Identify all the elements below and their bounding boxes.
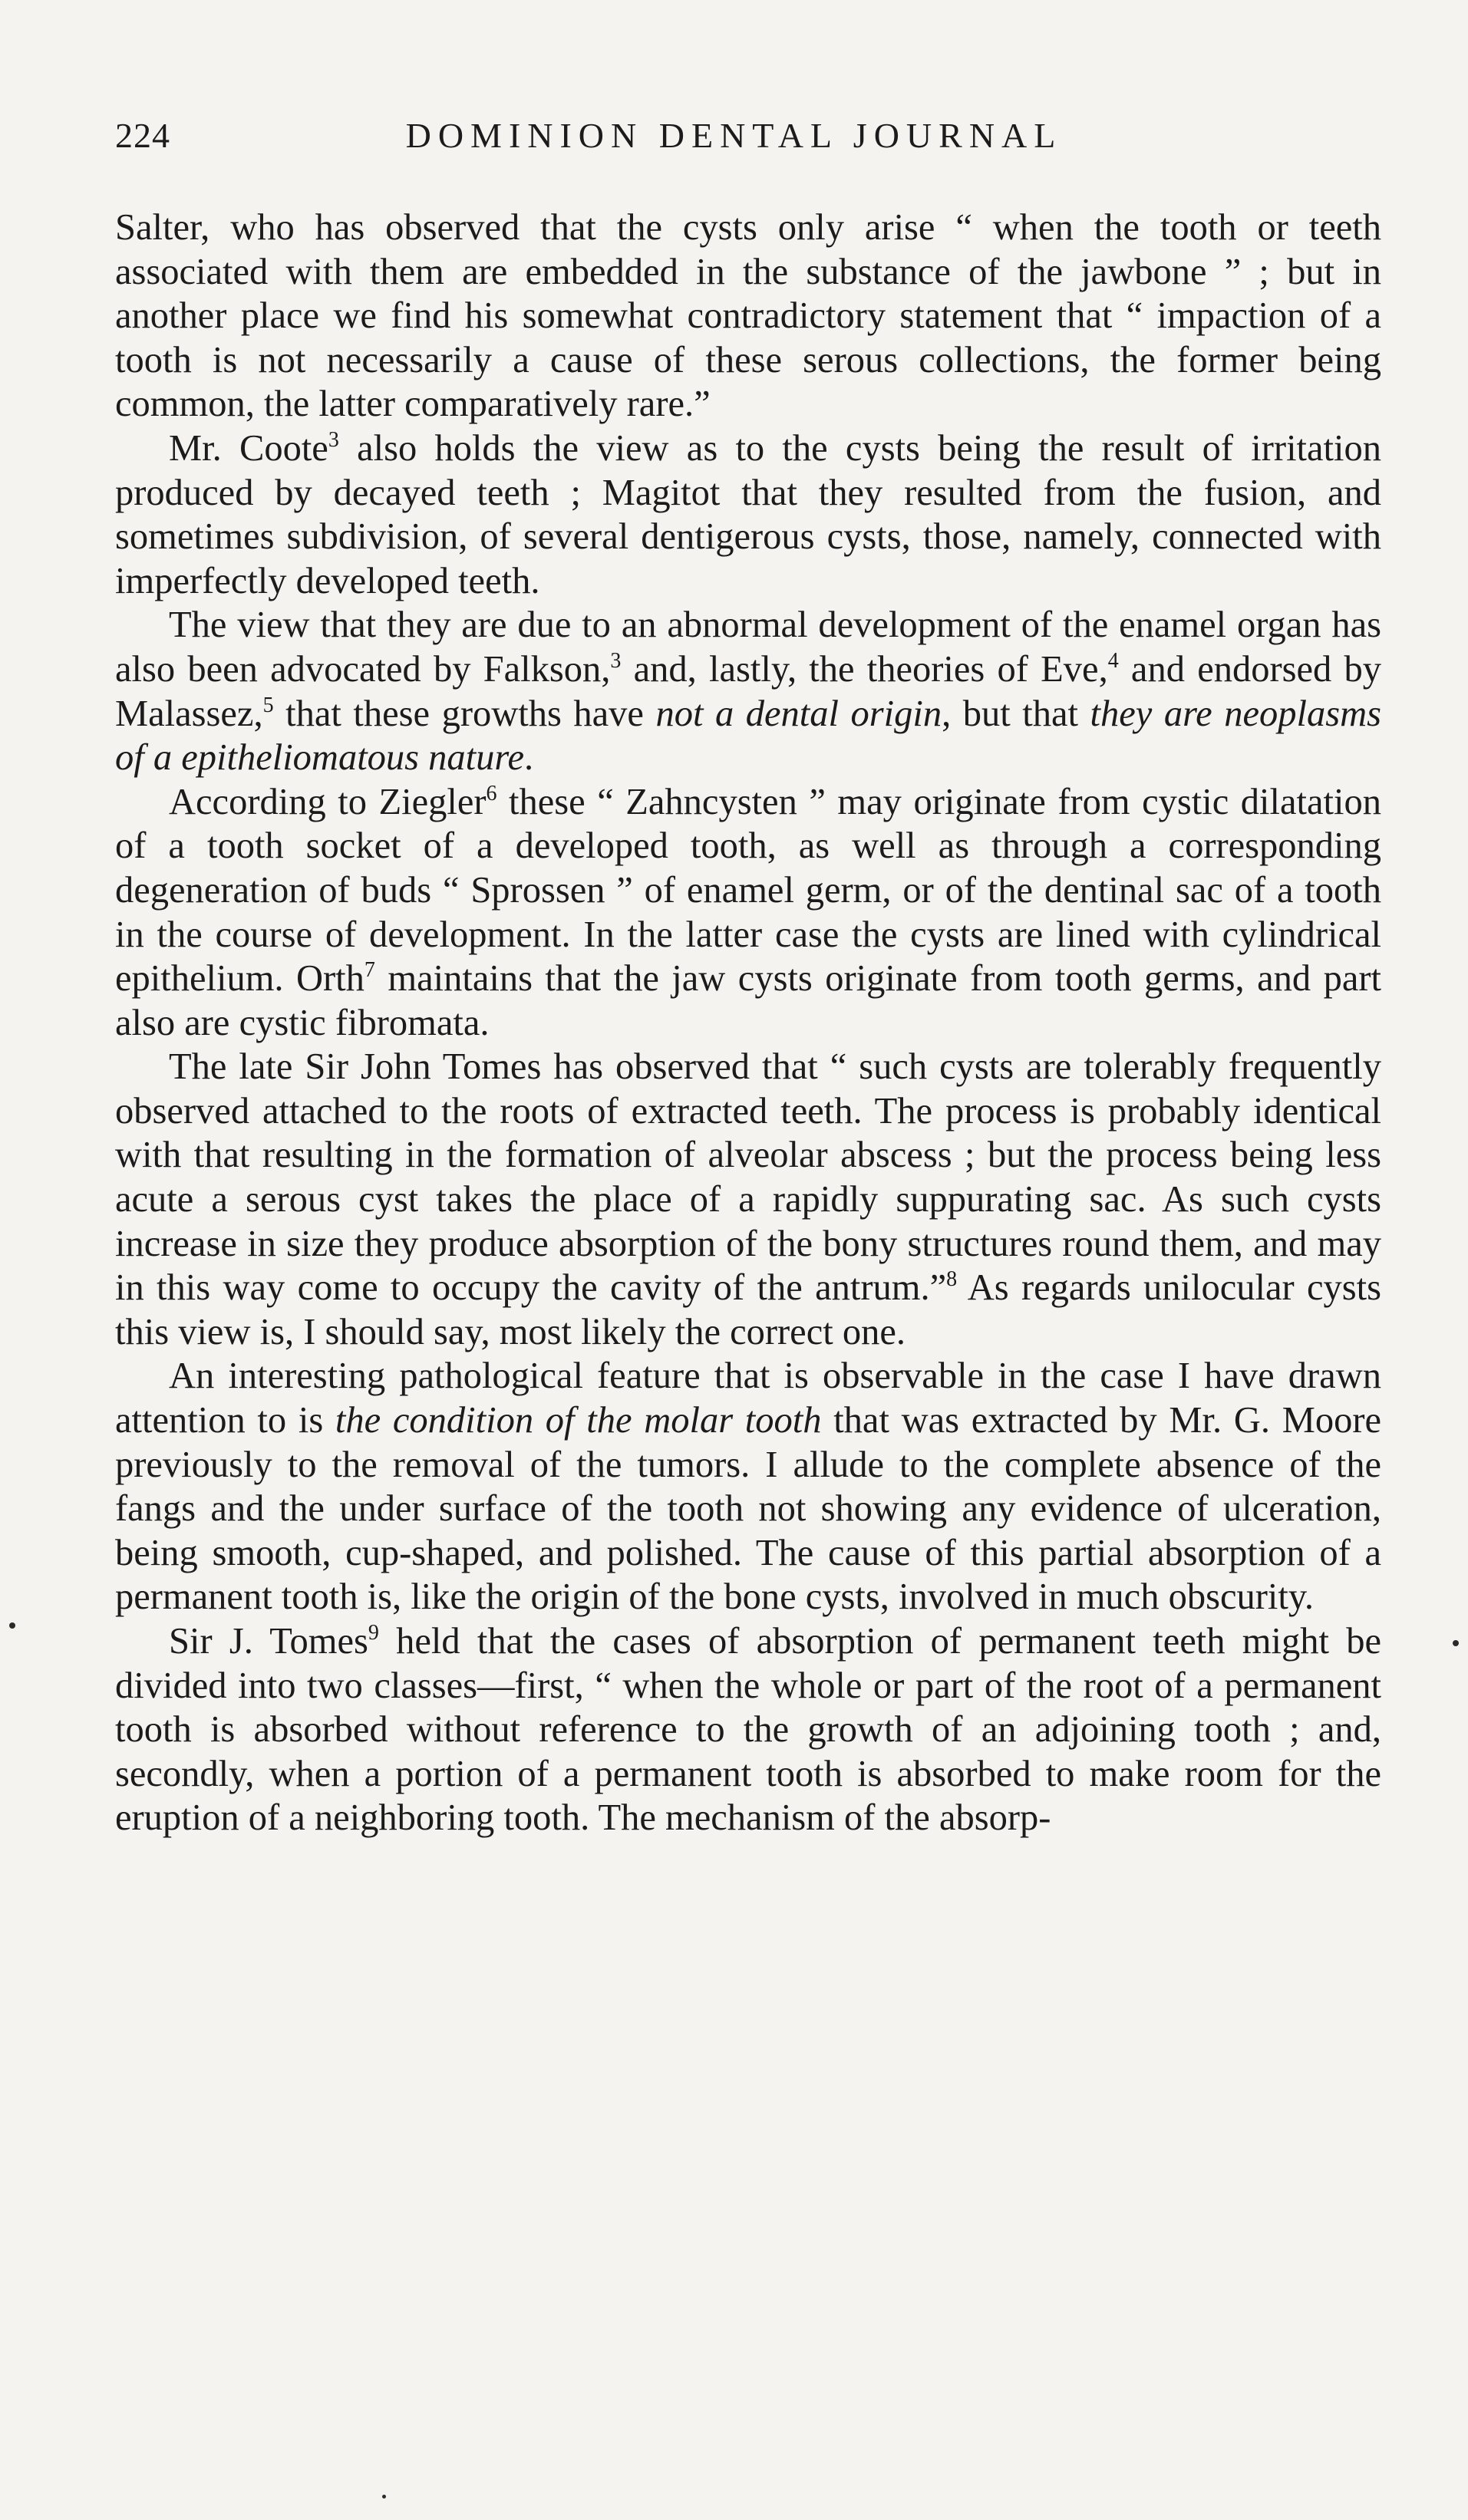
text-run: The late Sir John Tomes has observed that “ such cysts are tolerably frequently observed attached to the roots of extracted teeth. The process is probably identical with that resulting in the formation of alveolar abscess ; but the process being less acute a serous cyst takes the place of a rapidly suppurating sac. As such cysts increase in size they produce absorption of the bony structures round them, and may in this way come to occupy the cavity of the antrum.” [115,1046,1381,1309]
text-run: that was extracted by Mr. G. Moore previously to the removal of the tumors. I allude to the complete absence of the fangs and the under surface of the tooth not showing any evidence of ulceration, being smooth, cup-shaped, and polished. The cause of this partial absorption of a permanent tooth is, like the origin of the bone cysts, involved in much obscurity. [115,1400,1381,1618]
paragraph [115,427,1381,603]
paragraph [115,1619,1381,1840]
text-run: . [524,737,534,779]
page-number: 224 [115,116,170,155]
text-run: Sir J. Tomes [169,1621,368,1662]
footnote-reference: 7 [364,958,375,983]
text-run: maintains that the jaw cysts originate from tooth germs, and part also are cystic fibromata. [115,958,1381,1043]
running-head: DOMINION DENTAL JOURNAL [405,116,1063,155]
margin-speck [1453,1640,1459,1646]
text-run: and endorsed by Malassez, [115,648,1381,734]
text-run: that these growths have [273,693,656,734]
text-run: As regards unilocular cysts this view is, I should say, most likely the correct one. [115,1267,1381,1352]
footnote-reference: 6 [486,781,497,805]
paragraph [115,780,1381,1046]
paragraph [115,1045,1381,1354]
text-run: The view that they are due to an abnormal development of the enamel organ has also been advocated by Falkson, [115,604,1381,690]
text-run: According to Ziegler [169,781,487,822]
page-header [0,115,1468,176]
text-run: and, lastly, the theories of Eve, [621,648,1108,690]
footnote-reference: 3 [328,427,339,452]
paragraph [115,206,1381,427]
text-run: Salter, who has observed that the cysts only arise “ when the tooth or teeth associated with them are embedded in the substance of the jawbone ” ; but in another place we find his somewhat contradictory statement that “ impaction of a tooth is not necessarily a cause of these serous collections, the former being common, the latter comparatively rare.” [115,207,1381,425]
body-text [115,206,1381,1840]
text-run: Mr. Coote [169,427,328,469]
text-run: An interesting pathological feature that is observable in the case I have drawn attention to is [115,1356,1381,1441]
footnote-reference: 5 [262,693,274,717]
margin-speck [382,2495,386,2499]
text-run: these “ Zahncysten ” may originate from cystic dilatation of a tooth socket of a developed tooth, as well as through a corresponding degeneration of buds “ Sprossen ” of enamel germ, or of the dentinal sac of a tooth in the course of development. In the latter case the cysts are lined with cylindrical epithelium. Orth [115,781,1381,1000]
text-run: held that the cases of absorption of permanent teeth might be divided into two classes—first, “ when the whole or part of the root of a permanent tooth is absorbed without reference to the growth of an adjoining tooth ; and, secondly, when a portion of a permanent tooth is absorbed to make room for the eruption of a neighboring tooth. The mechanism of the absorp- [115,1621,1382,1839]
emphasized-text: the condition of the molar tooth [335,1400,822,1441]
footnote-reference: 4 [1107,648,1119,673]
emphasized-text: not a dental origin [655,693,942,734]
footnote-reference: 8 [946,1267,958,1292]
paragraph [115,603,1381,779]
margin-speck [9,1622,15,1629]
footnote-reference: 3 [610,648,622,673]
footnote-reference: 9 [368,1621,379,1645]
text-run: , but that [942,693,1090,734]
emphasized-text: they are neoplasms of a epitheliomatous nature [115,693,1382,779]
paragraph [115,1354,1381,1619]
text-run: also holds the view as to the cysts being the result of irritation produced by decayed teeth ; Magitot that they resulted from the fusion, and sometimes subdivision, of several dentigerous cysts, those, namely, connected with imperfectly developed teeth. [115,427,1381,601]
